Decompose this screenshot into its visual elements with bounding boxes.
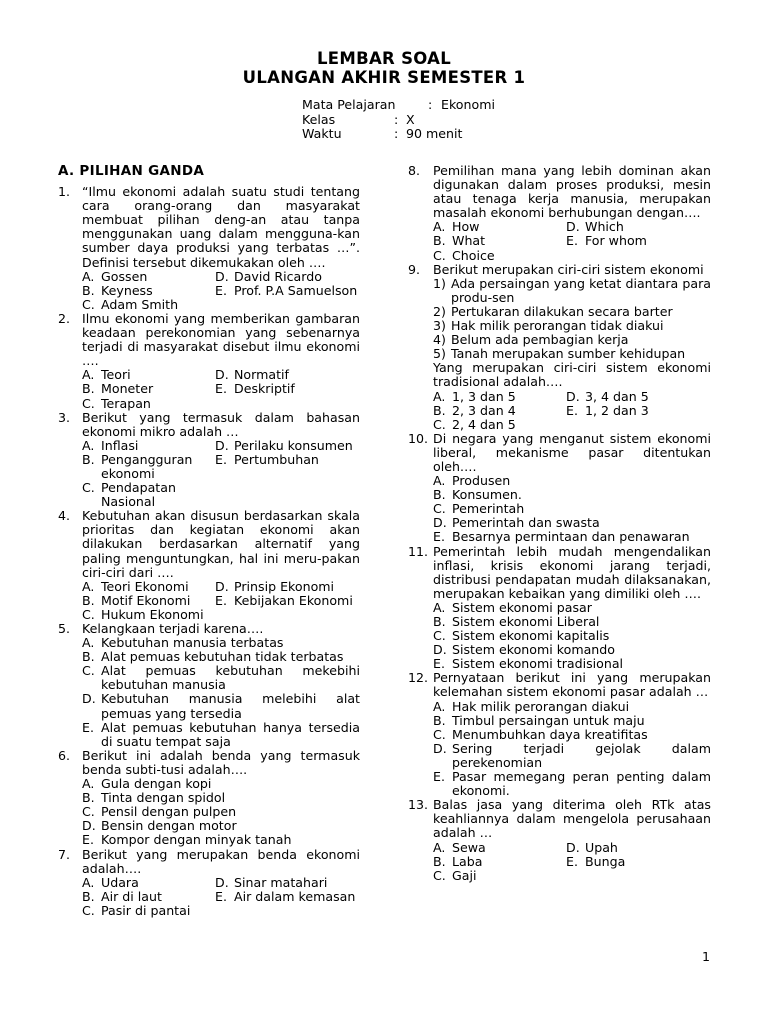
answer-option [566,404,711,418]
answer-option [82,481,215,509]
option-letter: A. [433,388,446,404]
option-text: Moneter [101,381,154,397]
answer-option [433,657,711,671]
meta-label: Kelas [302,111,336,127]
option-text: David Ricardo [234,268,322,284]
option-text: Hukum Ekonomi [101,606,204,622]
meta-colon: : [394,126,399,141]
answer-option [433,869,566,883]
answer-options [82,368,360,410]
option-text: Besarnya permintaan dan penawaran [452,529,690,545]
option-letter: A. [82,268,95,284]
option-letter: A. [433,839,446,855]
option-text: 2, 4 dan 5 [452,416,516,432]
question-9 [408,263,711,432]
answer-option [82,890,215,904]
answer-option [433,488,711,502]
option-letter: E. [82,719,94,735]
question-number: 10. [408,430,429,446]
answer-options [433,220,711,262]
answer-options [433,841,711,883]
question-text: Pemilihan mana yang lebih dominan akan digunakan dalam proses produksi, mesin atau tenaga kerja manusia, merupakan masalah ekonomi berhubungan dengan…. [433,163,711,221]
answer-option [82,904,215,918]
option-text: Perilaku konsumen [234,437,353,453]
question-6 [58,749,360,848]
statement-text: Pertukaran dilakukan secara barter [451,303,673,319]
option-text: Produsen [452,473,511,489]
statement-number: 2) [433,303,446,319]
statement-number: 5) [433,346,446,362]
option-letter: E. [433,769,445,785]
statement-text: Belum ada pembagian kerja [451,332,629,348]
answer-option [82,692,360,720]
statement-item [433,319,711,333]
statement-number: 1) [433,275,446,291]
answer-option [215,439,360,453]
answer-option [433,234,566,248]
answer-option [82,650,360,664]
option-letter: B. [433,853,446,869]
answer-option [433,390,566,404]
meta-colon: : [394,111,399,127]
option-letter: C. [433,416,446,432]
option-letter: D. [215,578,229,594]
question-text: Di negara yang menganut sistem ekonomi liberal, mekanisme pasar ditentukan oleh…. [433,430,711,474]
answer-options [82,439,360,509]
answer-option [82,833,360,847]
answer-option [215,368,360,382]
option-letter: D. [82,818,96,834]
question-text: Pemerintah lebih mudah mengendalikan inflasi, krisis ekonomi jarang terjadi, distribusi pendapatan mudah dilaksanakan, merupakan kebaikan yang dimiliki oleh …. [433,543,711,601]
question-text: Kelangkaan terjadi karena…. [82,621,264,636]
option-letter: B. [82,592,95,608]
question-12 [408,671,711,798]
question-text: Kebutuhan akan disusun berdasarkan skala prioritas dan kegiatan ekonomi akan dilakukan berdasarkan alternatif yang paling menguntungkan, hal ini meru-pakan ciri-ciri dari …. [82,508,360,580]
option-letter: C. [433,726,446,742]
option-text: Kompor dengan minyak tanah [101,832,292,848]
question-number: 4. [58,508,71,524]
option-text: Kebutuhan manusia terbatas [101,635,284,651]
option-letter: C. [82,606,95,622]
option-text: 1, 3 dan 5 [452,388,516,404]
option-letter: C. [433,867,446,883]
answer-option [82,397,215,411]
option-text: Alat pemuas kebutuhan hanya tersedia di suatu tempat saja [101,719,360,749]
option-text: Prinsip Ekonomi [234,578,335,594]
answer-option [82,580,215,594]
answer-option [433,530,711,544]
option-text: Sinar matahari [234,874,328,890]
option-text: Gossen [101,268,148,284]
right-column [408,164,711,883]
question-text: Berikut ini adalah benda yang termasuk benda subti-tusi adalah…. [82,747,360,777]
option-text: Air dalam kemasan [234,888,356,904]
option-letter: A. [82,776,95,792]
option-letter: E. [566,853,578,869]
option-letter: D. [215,874,229,890]
statement-number: 3) [433,318,446,334]
answer-option [215,594,360,608]
option-text: Gaji [452,867,477,883]
option-text: Sistem ekonomi Liberal [452,614,600,629]
option-text: Choice [452,247,495,263]
option-letter: E. [433,656,445,672]
answer-option [82,721,360,749]
answer-option [82,453,215,481]
answer-options [82,777,360,847]
meta-subject [302,97,495,113]
answer-option [82,298,215,312]
question-number: 2. [58,310,71,326]
option-text: Adam Smith [101,296,179,312]
option-text: Pasar memegang peran penting dalam ekonomi. [452,769,711,799]
answer-option [215,890,360,904]
option-letter: E. [433,529,445,545]
option-letter: E. [215,451,227,467]
answer-option [82,664,360,692]
option-text: Pendapatan Nasional [101,480,176,510]
option-letter: E. [215,381,227,397]
answer-option [433,714,711,728]
option-letter: D. [433,515,447,531]
option-letter: B. [82,888,95,904]
answer-options [82,270,360,312]
answer-option [82,819,360,833]
answer-option [433,643,711,657]
question-2 [58,312,360,411]
option-text: Sistem ekonomi kapitalis [452,628,610,644]
option-text: Teori [101,367,131,383]
meta-time [302,126,463,142]
answer-option [82,270,215,284]
option-text: Bunga [585,853,626,869]
option-text: Kebijakan Ekonomi [234,592,353,608]
question-5 [58,622,360,749]
option-letter: B. [82,790,95,806]
statement-item [433,305,711,319]
question-text: Berikut yang termasuk dalam bahasan ekonomi mikro adalah … [82,409,360,439]
option-text: Sistem ekonomi tradisional [452,656,624,672]
statement-text: Hak milik perorangan tidak diakui [451,318,664,334]
question-number: 11. [408,543,429,559]
option-letter: E. [566,233,578,249]
meta-label: Waktu [302,126,342,141]
answer-option [433,841,566,855]
option-text: Terapan [101,395,151,411]
option-letter: B. [82,649,95,665]
option-letter: D. [433,740,447,756]
option-text: Pemerintah dan swasta [452,515,600,531]
question-4 [58,509,360,622]
question-text: Pernyataan berikut ini yang merupakan kelemahan sistem ekonomi pasar adalah … [433,670,711,700]
option-letter: C. [82,902,95,918]
option-text: Normatif [234,367,289,383]
option-text: Alat pemuas kebutuhan tidak terbatas [101,649,344,665]
question-text: Ilmu ekonomi yang memberikan gambaran keadaan perekonomian yang sebenarnya terjadi di masyarakat disebut ilmu ekonomi …. [82,310,360,369]
answer-option [433,249,566,263]
option-letter: B. [433,402,446,418]
answer-options [433,601,711,671]
question-text: Balas jasa yang diterima oleh RTk atas keahliannya dalam mengelola perusahaan adalah … [433,797,711,841]
question-number: 13. [408,797,429,813]
question-11 [408,545,711,672]
question-subtext: Yang merupakan ciri-ciri sistem ekonomi tradisional adalah…. [433,360,711,390]
question-number: 12. [408,670,429,686]
answer-option [215,580,360,594]
option-text: Prof. P.A Samuelson [234,282,358,298]
option-letter: A. [82,367,95,383]
answer-option [215,382,360,396]
question-number: 5. [58,621,71,636]
option-text: Sistem ekonomi komando [452,642,615,658]
answer-option [82,636,360,650]
option-letter: B. [433,487,446,503]
option-text: How [452,219,480,235]
option-letter: A. [82,874,95,890]
statement-number: 4) [433,332,446,348]
option-text: Upah [585,839,618,855]
exam-info [302,97,495,142]
statement-item [433,347,711,361]
option-text: Tinta dengan spidol [101,790,226,806]
question-text: “Ilmu ekonomi adalah suatu studi tentang cara orang-orang dan masyarakat membuat pilihan deng-an atau tanpa menggunakan uang dalam mengguna-kan sumber daya produksi yang terbatas …”. Definisi tersebut dikemukakan oleh …. [82,184,360,270]
option-letter: D. [566,219,580,235]
meta-class [302,111,415,128]
answer-option [82,382,215,396]
answer-option [566,390,711,404]
question-13 [408,798,711,883]
option-letter: A. [433,599,446,615]
question-text: Berikut yang merupakan benda ekonomi adalah…. [82,846,360,876]
option-text: Which [585,219,624,235]
option-letter: B. [82,282,95,298]
option-letter: D. [566,388,580,404]
answer-option [433,474,711,488]
meta-colon: : [428,97,433,112]
answer-option [566,841,711,855]
option-letter: D. [215,437,229,453]
option-letter: B. [82,451,95,467]
option-text: For whom [585,233,647,249]
answer-option [433,615,711,629]
question-number: 6. [58,747,71,763]
title-sub: ULANGAN AKHIR SEMESTER 1 [242,68,526,87]
answer-option [82,777,360,791]
option-letter: E. [215,888,227,904]
answer-options [82,876,360,918]
option-letter: B. [433,712,446,728]
option-text: 3, 4 dan 5 [585,388,649,404]
question-number: 8. [408,163,421,178]
answer-option [82,594,215,608]
answer-option [433,502,711,516]
option-text: Timbul persaingan untuk maju [452,712,645,728]
option-letter: D. [566,839,580,855]
answer-option [433,404,566,418]
option-text: Pensil dengan pulpen [101,804,237,820]
answer-option [566,234,711,248]
title-main: LEMBAR SOAL [316,49,452,68]
option-letter: B. [82,381,95,397]
option-text: Pemerintah [452,501,525,517]
option-text: Alat pemuas kebutuhan mekebihi kebutuhan manusia [101,663,360,693]
option-text: Deskriptif [234,381,295,397]
option-letter: E. [82,832,94,848]
answer-option [82,368,215,382]
answer-option [82,608,215,622]
meta-value: Ekonomi [441,97,495,112]
answer-option [433,418,566,432]
option-text: Motif Ekonomi [101,592,191,608]
option-letter: E. [215,282,227,298]
option-letter: C. [433,628,446,644]
option-text: Teori Ekonomi [101,578,189,594]
answer-option [433,516,711,530]
option-letter: E. [215,592,227,608]
option-letter: B. [433,614,446,629]
question-number: 9. [408,261,421,277]
question-number: 3. [58,409,71,425]
answer-option [82,805,360,819]
option-text: Bensin dengan motor [101,818,237,834]
page-number: 1 [702,949,711,964]
option-letter: A. [82,437,95,453]
option-letter: A. [433,473,446,489]
option-text: Pertumbuhan [234,451,319,467]
answer-option [82,284,215,298]
answer-option [433,601,711,615]
option-letter: A. [82,635,95,651]
option-text: Sewa [452,839,486,855]
option-letter: C. [82,804,95,820]
option-letter: C. [82,663,95,679]
statement-item [433,277,711,305]
answer-option [566,220,711,234]
option-letter: D. [215,367,229,383]
answer-options [433,474,711,544]
option-letter: A. [82,578,95,594]
answer-option [433,770,711,798]
answer-option [433,855,566,869]
question-text: Berikut merupakan ciri-ciri sistem ekonomi [433,261,704,277]
option-letter: A. [433,698,446,714]
option-text: Inflasi [101,437,139,453]
question-3 [58,411,360,510]
option-text: Menumbuhkan daya kreatifitas [452,726,648,742]
option-text: Hak milik perorangan diakui [452,698,630,714]
answer-options [82,580,360,622]
option-letter: E. [566,402,578,418]
option-text: Konsumen. [452,487,522,503]
option-text: Kebutuhan manusia melebihi alat pemuas yang tersedia [101,691,360,721]
option-letter: D. [433,642,447,658]
answer-options [82,636,360,749]
answer-option [433,629,711,643]
statement-text: Tanah merupakan sumber kehidupan [451,346,686,362]
question-number: 1. [58,184,71,200]
option-text: Pengangguran ekonomi [101,451,193,481]
answer-option [82,876,215,890]
statement-item [433,333,711,347]
question-number: 7. [58,846,71,862]
answer-option [215,270,360,284]
left-column [58,164,360,918]
answer-option [82,791,360,805]
option-text: 1, 2 dan 3 [585,402,649,418]
question-1 [58,185,360,312]
meta-label: Mata Pelajaran [302,97,396,112]
option-letter: C. [82,395,95,411]
option-letter: C. [433,247,446,263]
section-heading: A. PILIHAN GANDA [58,163,205,179]
answer-option [215,453,360,481]
option-letter: A. [433,219,446,235]
meta-value: 90 menit [406,126,463,141]
answer-option [215,284,360,298]
answer-option [433,742,711,770]
question-7 [58,848,360,918]
option-letter: B. [433,233,446,249]
answer-option [82,439,215,453]
question-8 [408,164,711,263]
option-text: Air di laut [101,888,162,904]
option-text: What [452,233,486,249]
answer-option [215,876,360,890]
meta-value: X [406,111,415,127]
option-letter: C. [82,296,95,312]
option-text: Sering terjadi gejolak dalam perekenomian [452,740,711,770]
answer-options [433,700,711,799]
option-text: Pasir di pantai [101,902,191,918]
option-text: Sistem ekonomi pasar [452,599,592,615]
option-letter: C. [82,480,95,496]
option-text: 2, 3 dan 4 [452,402,516,418]
option-letter: C. [433,501,446,517]
option-letter: D. [82,691,96,707]
answer-option [566,855,711,869]
statement-text: Ada persaingan yang ketat diantara para produ-sen [451,275,711,305]
option-text: Udara [101,874,139,890]
answer-option [433,220,566,234]
answer-options [433,390,711,432]
option-letter: D. [215,268,229,284]
option-text: Keyness [101,282,153,298]
option-text: Laba [452,853,483,869]
answer-option [433,728,711,742]
option-text: Gula dengan kopi [101,776,212,792]
answer-option [433,700,711,714]
question-10 [408,432,711,545]
